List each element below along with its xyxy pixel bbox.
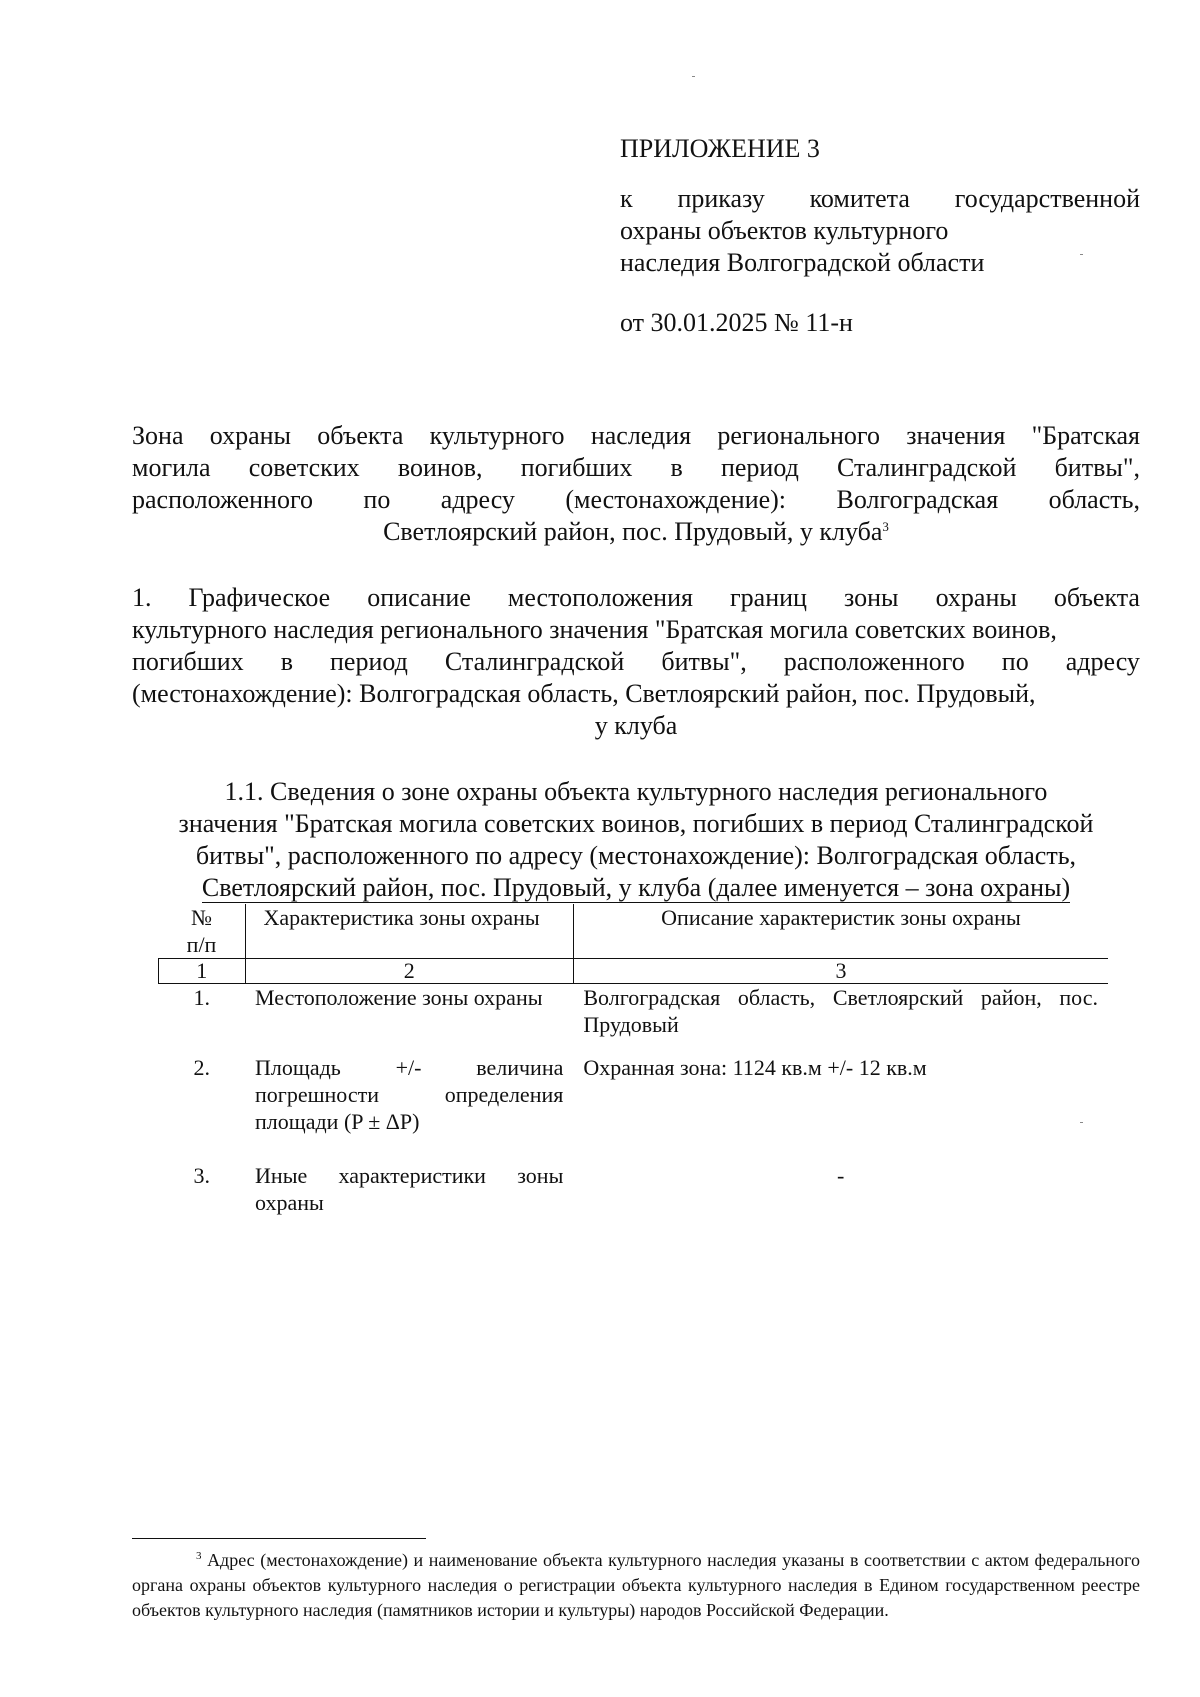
word: наследия bbox=[590, 421, 692, 450]
header-description: Описание характеристик зоны охраны bbox=[573, 904, 1108, 959]
scan-speck bbox=[692, 76, 695, 77]
appendix-reference-line bbox=[620, 183, 1140, 215]
table-row bbox=[159, 1162, 1109, 1222]
word: по bbox=[363, 485, 391, 514]
word: государственной bbox=[954, 184, 1140, 213]
row-description: Волгоградская область, Светлоярский район, пос. Прудовый bbox=[583, 985, 1098, 1037]
word: адресу bbox=[1065, 647, 1140, 676]
section-line bbox=[132, 646, 1140, 678]
footnote-separator bbox=[132, 1538, 426, 1539]
word: объекта bbox=[317, 421, 404, 450]
section-line bbox=[132, 614, 1140, 646]
word: +/- bbox=[395, 1055, 422, 1080]
header-number bbox=[159, 904, 246, 959]
cell-line bbox=[255, 1162, 563, 1189]
word: зоны bbox=[844, 583, 899, 612]
section-line bbox=[132, 678, 1140, 710]
appendix-block bbox=[620, 133, 1140, 339]
word: битвы", bbox=[661, 647, 747, 676]
heading-line bbox=[132, 484, 1140, 516]
word: величина bbox=[476, 1055, 564, 1080]
word: объекта bbox=[1053, 583, 1140, 612]
word: расположенного bbox=[132, 485, 313, 514]
word: воинов, bbox=[397, 453, 483, 482]
heading-line bbox=[132, 452, 1140, 484]
word: Сталинградской bbox=[836, 453, 1017, 482]
header-text: № bbox=[191, 905, 213, 930]
word: расположенного bbox=[783, 647, 965, 676]
row-number: 1. bbox=[193, 985, 211, 1010]
word: "Братская bbox=[1031, 421, 1140, 450]
word: период bbox=[720, 453, 799, 482]
footnote-reference[interactable]: 3 bbox=[882, 519, 889, 534]
word: определения bbox=[444, 1082, 564, 1107]
header-characteristic: Характеристика зоны охраны bbox=[245, 904, 573, 959]
heading-text: Светлоярский район, пос. Прудовый, у клуба bbox=[383, 517, 883, 546]
row-number: 3. bbox=[193, 1163, 211, 1188]
row-characteristic: Местоположение зоны охраны bbox=[255, 985, 543, 1010]
appendix-date: от 30.01.2025 № 11-н bbox=[620, 308, 853, 337]
table-row bbox=[159, 1054, 1109, 1162]
row-characteristic bbox=[245, 1054, 573, 1162]
row-description: - bbox=[837, 1163, 845, 1188]
section-1-1-heading bbox=[132, 776, 1140, 904]
footnote-mark: 3 bbox=[196, 1550, 202, 1562]
word: местоположения bbox=[507, 583, 693, 612]
word: 1. bbox=[132, 583, 152, 612]
word: (местонахождение): bbox=[565, 485, 787, 514]
word: Волгоградская bbox=[836, 485, 999, 514]
word: Площадь bbox=[255, 1055, 341, 1080]
section-text: (местонахождение): Волгоградская область, Светлоярский район, пос. Прудовый, bbox=[132, 679, 1036, 708]
section-line bbox=[132, 710, 1140, 742]
appendix-title: ПРИЛОЖЕНИЕ 3 bbox=[620, 134, 820, 163]
word: область, bbox=[1048, 485, 1140, 514]
word: приказу bbox=[677, 184, 765, 213]
word: Иные bbox=[255, 1163, 308, 1188]
section-text: культурного наследия регионального значения "Братская могила советских воинов, bbox=[132, 615, 1057, 644]
appendix-reference-line: охраны объектов культурного bbox=[620, 216, 949, 245]
cell-line: охраны bbox=[255, 1190, 324, 1215]
word: в bbox=[670, 453, 683, 482]
section-line: 1.1. Сведения о зоне охраны объекта культурного наследия регионального bbox=[224, 777, 1048, 806]
appendix-reference bbox=[620, 183, 1140, 279]
word: регионального bbox=[717, 421, 880, 450]
appendix-reference-line: наследия Волгоградской области bbox=[620, 248, 985, 277]
cell-line bbox=[255, 1081, 563, 1108]
section-line bbox=[132, 582, 1140, 614]
footnote bbox=[132, 1548, 1140, 1623]
word: Сталинградской bbox=[444, 647, 625, 676]
zone-characteristics-table bbox=[158, 904, 1108, 1222]
table-header-row bbox=[159, 904, 1109, 959]
word: охраны bbox=[209, 421, 292, 450]
heading-line bbox=[132, 516, 1140, 548]
row-characteristic bbox=[245, 1162, 573, 1222]
word: советских bbox=[248, 453, 360, 482]
word: границ bbox=[730, 583, 807, 612]
word: к bbox=[620, 184, 633, 213]
word: комитета bbox=[809, 184, 910, 213]
word: погибших bbox=[520, 453, 633, 482]
word: адресу bbox=[440, 485, 515, 514]
section-line bbox=[132, 872, 1140, 904]
word: значения bbox=[906, 421, 1006, 450]
section-text: Светлоярский район, пос. Прудовый, у клуба (далее именуется – зона охраны) bbox=[201, 873, 1071, 902]
word: характеристики bbox=[338, 1163, 486, 1188]
heading-line bbox=[132, 420, 1140, 452]
word: погибших bbox=[132, 647, 244, 676]
word: Графическое bbox=[188, 583, 331, 612]
column-number: 2 bbox=[245, 959, 573, 984]
row-description: Охранная зона: 1124 кв.м +/- 12 кв.м bbox=[583, 1055, 927, 1080]
word: могила bbox=[132, 453, 211, 482]
word: в bbox=[280, 647, 293, 676]
cell-line: площади (P ± ΔP) bbox=[255, 1109, 420, 1134]
column-number: 1 bbox=[159, 959, 246, 984]
word: погрешности bbox=[255, 1082, 380, 1107]
row-number: 2. bbox=[193, 1055, 211, 1080]
header-text: п/п bbox=[186, 932, 217, 957]
zone-heading bbox=[132, 420, 1140, 548]
column-number: 3 bbox=[573, 959, 1108, 984]
word: зоны bbox=[517, 1163, 564, 1188]
word: описание bbox=[367, 583, 471, 612]
section-text: у клуба bbox=[594, 711, 678, 740]
word: охраны bbox=[935, 583, 1017, 612]
section-line: значения "Братская могила советских воинов, погибших в период Сталинградской bbox=[178, 809, 1094, 838]
section-1-heading bbox=[132, 582, 1140, 742]
word: битвы", bbox=[1054, 453, 1140, 482]
section-line: битвы", расположенного по адресу (местонахождение): Волгоградская область, bbox=[195, 841, 1077, 870]
word: культурного bbox=[429, 421, 565, 450]
cell-line bbox=[255, 1054, 563, 1081]
word: период bbox=[330, 647, 408, 676]
word: Зона bbox=[132, 421, 184, 450]
column-number-row bbox=[159, 959, 1109, 984]
footnote-text: Адрес (местонахождение) и наименование объекта культурного наследия указаны в соответствии с актом федерального органа охраны объектов культурного наследия о регистрации объекта культурного наследия в Едином государственном реестре объектов культурного наследия (памятников истории и культуры) народов Российской Федерации. bbox=[132, 1550, 1140, 1620]
table-row bbox=[159, 984, 1109, 1055]
word: по bbox=[1001, 647, 1029, 676]
